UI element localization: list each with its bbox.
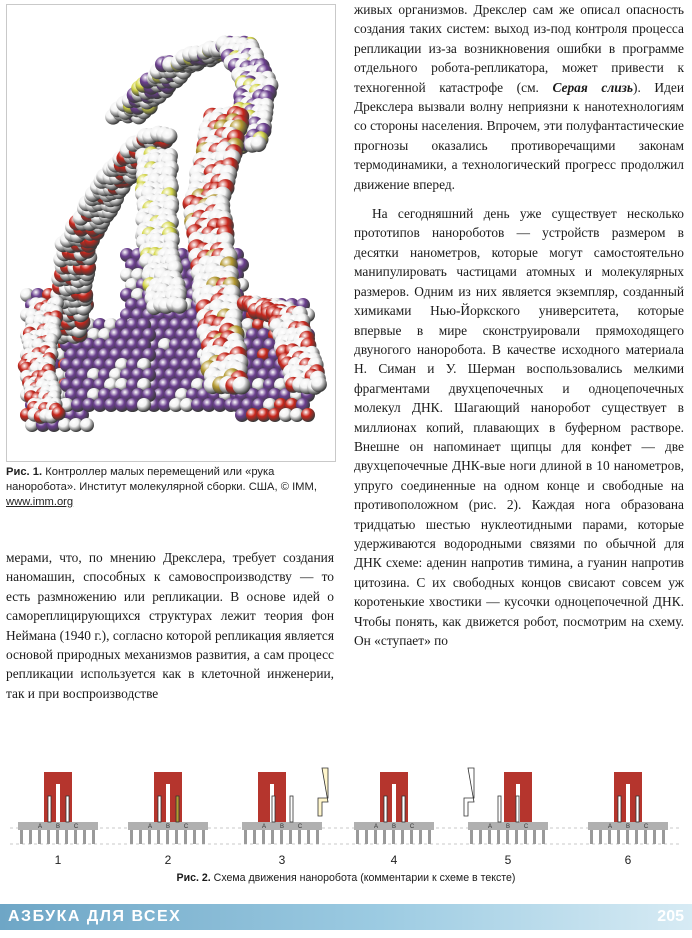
track-tooth [307, 830, 310, 844]
right-column [354, 0, 684, 650]
track-tooth [271, 830, 274, 844]
robot-hinge [44, 772, 72, 784]
page-number: 205 [657, 908, 684, 925]
track-tooth [515, 830, 518, 844]
track-tooth [374, 830, 377, 844]
figure-1-caption [6, 465, 336, 510]
figure-1-label: Рис. 1. [6, 466, 43, 478]
paragraph-1-start: живых организмов. Дрекслер сам же описал опасность создания таких систем: выход из-под контроля процесса репликации из-за возникновения ошибки в программе отдельного робота-репликатора, может привести к техногенной катастрофе (см. [354, 2, 684, 95]
track-letter: A [373, 824, 379, 830]
page-footer [0, 904, 692, 930]
step-number: 1 [54, 853, 62, 867]
figure-2-diagram [0, 760, 692, 890]
track-tooth [383, 830, 386, 844]
robot-motion-schema [0, 760, 692, 870]
track-tooth [626, 830, 629, 844]
robot-leg-left [258, 780, 270, 822]
track-letter: B [165, 824, 171, 830]
track-letter: B [55, 824, 61, 830]
fuel-strand [636, 796, 639, 822]
fuel-strand [48, 796, 51, 822]
robot-leg-left [504, 780, 516, 822]
step-number: 6 [624, 853, 632, 867]
track-tooth [157, 830, 160, 844]
track-tooth [365, 830, 368, 844]
robot-hinge [614, 772, 642, 784]
atom-sphere [301, 408, 315, 422]
track-tooth [590, 830, 593, 844]
atom-sphere [232, 377, 250, 395]
track-tooth [289, 830, 292, 844]
cross-reference-grey-goo[interactable]: Серая слизь [552, 79, 633, 95]
track-tooth [617, 830, 620, 844]
track-tooth [38, 830, 41, 844]
figure-2-caption-text: Схема движения наноробота (комментарии к схеме в тексте) [210, 872, 516, 884]
track-tooth [470, 830, 473, 844]
atom-sphere [52, 407, 66, 421]
track-tooth [410, 830, 413, 844]
track-tooth [193, 830, 196, 844]
track-tooth [635, 830, 638, 844]
fuel-strand [66, 796, 69, 822]
figure-2-label: Рис. 2. [176, 872, 211, 884]
figure-1-link[interactable]: www.imm.org [6, 496, 74, 508]
track-tooth [497, 830, 500, 844]
fuel-strand [176, 796, 179, 822]
step-number: 3 [278, 853, 286, 867]
track-tooth [356, 830, 359, 844]
fuel-strand [384, 796, 387, 822]
track-tooth [20, 830, 23, 844]
track-tooth [56, 830, 59, 844]
track-tooth [83, 830, 86, 844]
track-letter: A [487, 824, 493, 830]
paragraph-2: На сегодняшний день уже существует несколько прототипов нанороботов — устройств размером в десятки нанометров, которые могут самостоятельно манипулировать частицами атомных и молекулярных размеров. Одним из них является экземпляр, созданный химиками Нью-Йоркского университета, которые впервые в мире сконструировали прямоходящего двуногого наноробота. В качестве исходного материала Н. Симан и У. Шерман воспользовались мелкими фрагментами двухцепочечных и одноцепочечных молекул ДНК. Шагающий наноробот существует в миллионах копий, плавающих в буферном растворе. Внешне он напоминает щипцы для конфет — две двухцепочечные ДНК-вые ноги длиной в 10 нанометров, упруго соединенные на одном конце и свободные на противоположном (рис. 2). Каждая нога образована тридцатью шестью нуклеотидными парами, которые удерживаются водородными связями по обычной для ДНК схеме: аденин напротив тимина, а гуанин напротив цитозина. С их свободных концов свисают совсем уж коротенькие хвостики — кусочки одноцепочечной ДНК. Чтобы понять, как движется робот, посмотрим на схему. Он «ступает» по [354, 206, 684, 648]
track-tooth [401, 830, 404, 844]
fuel-strand [516, 796, 519, 822]
track-letter: B [391, 824, 397, 830]
released-fuel-strand [464, 768, 474, 816]
paragraph-1-end: ). Идеи Дрекслера вызвали волну неприязни к нанотехнологиям со стороны населения. Впрочем, эти полуфантастические прогнозы оказались противоречащими законам термодинамики, а технологический прогресс продолжил движение вперед. [354, 79, 684, 192]
track-tooth [644, 830, 647, 844]
track-tooth [253, 830, 256, 844]
track-letter: A [37, 824, 43, 830]
track-letter: C [183, 824, 189, 830]
track-tooth [506, 830, 509, 844]
track-letter: A [147, 824, 153, 830]
atom-sphere [137, 398, 151, 412]
robot-hinge [380, 772, 408, 784]
track-tooth [47, 830, 50, 844]
track-letter: B [625, 824, 631, 830]
step-number: 4 [390, 853, 398, 867]
track-tooth [479, 830, 482, 844]
track-letter: C [643, 824, 649, 830]
left-column [6, 548, 334, 703]
figure-2-caption [0, 872, 692, 884]
track-letter: C [297, 824, 303, 830]
track-tooth [148, 830, 151, 844]
robot-hinge [258, 772, 286, 784]
track-tooth [392, 830, 395, 844]
track-tooth [599, 830, 602, 844]
track-tooth [608, 830, 611, 844]
track-tooth [244, 830, 247, 844]
track-tooth [542, 830, 545, 844]
robot-leg-right [520, 780, 532, 822]
robot-hinge [504, 772, 532, 784]
fuel-strand [290, 796, 293, 822]
track-tooth [533, 830, 536, 844]
track-tooth [139, 830, 142, 844]
molecular-model-illustration [7, 5, 335, 461]
atom-sphere [172, 298, 188, 314]
track-letter: C [523, 824, 529, 830]
track-tooth [298, 830, 301, 844]
track-tooth [184, 830, 187, 844]
fuel-strand [498, 796, 501, 822]
track-tooth [65, 830, 68, 844]
figure-1-image [6, 4, 336, 462]
robot-hinge [154, 772, 182, 784]
track-tooth [653, 830, 656, 844]
step-number: 5 [504, 853, 512, 867]
track-letter: A [607, 824, 613, 830]
figure-1-caption-text: Контроллер малых перемещений или «рука наноробота». Институт молекулярной сборки. США, © IMM, [6, 466, 317, 493]
track-tooth [280, 830, 283, 844]
fuel-strand [272, 796, 275, 822]
track-letter: A [261, 824, 267, 830]
track-tooth [428, 830, 431, 844]
track-tooth [130, 830, 133, 844]
atom-sphere [161, 128, 177, 144]
track-letter: C [409, 824, 415, 830]
fuel-strand [402, 796, 405, 822]
paragraph-1 [354, 0, 684, 194]
track-tooth [175, 830, 178, 844]
track-tooth [92, 830, 95, 844]
track-tooth [662, 830, 665, 844]
fuel-strand [618, 796, 621, 822]
track-tooth [316, 830, 319, 844]
track-tooth [29, 830, 32, 844]
track-tooth [202, 830, 205, 844]
atom-sphere [80, 418, 94, 432]
left-column-text: мерами, что, по мнению Дрекслера, требует создания наномашин, способных к самовоспроизводству — то есть размножению или репликации. В основе идей о самореплицирующихся структурах лежит теория фон Неймана (1940 г.), согласно которой репликация является основой природных механизмов развития, а сам процесс репликации используется как в клеточной инженерии, так и при воспроизводстве [6, 550, 334, 701]
fuel-strand [158, 796, 161, 822]
robot-leg-right [274, 780, 286, 822]
track-letter: B [505, 824, 511, 830]
section-title: АЗБУКА ДЛЯ ВСЕХ [8, 908, 182, 925]
track-tooth [166, 830, 169, 844]
track-tooth [74, 830, 77, 844]
step-number: 2 [164, 853, 172, 867]
track-letter: B [279, 824, 285, 830]
track-tooth [488, 830, 491, 844]
atom-sphere [311, 376, 327, 392]
track-tooth [262, 830, 265, 844]
track-letter: C [73, 824, 79, 830]
track-tooth [419, 830, 422, 844]
track-tooth [524, 830, 527, 844]
atom-sphere [251, 136, 267, 152]
released-fuel-strand [318, 768, 328, 816]
